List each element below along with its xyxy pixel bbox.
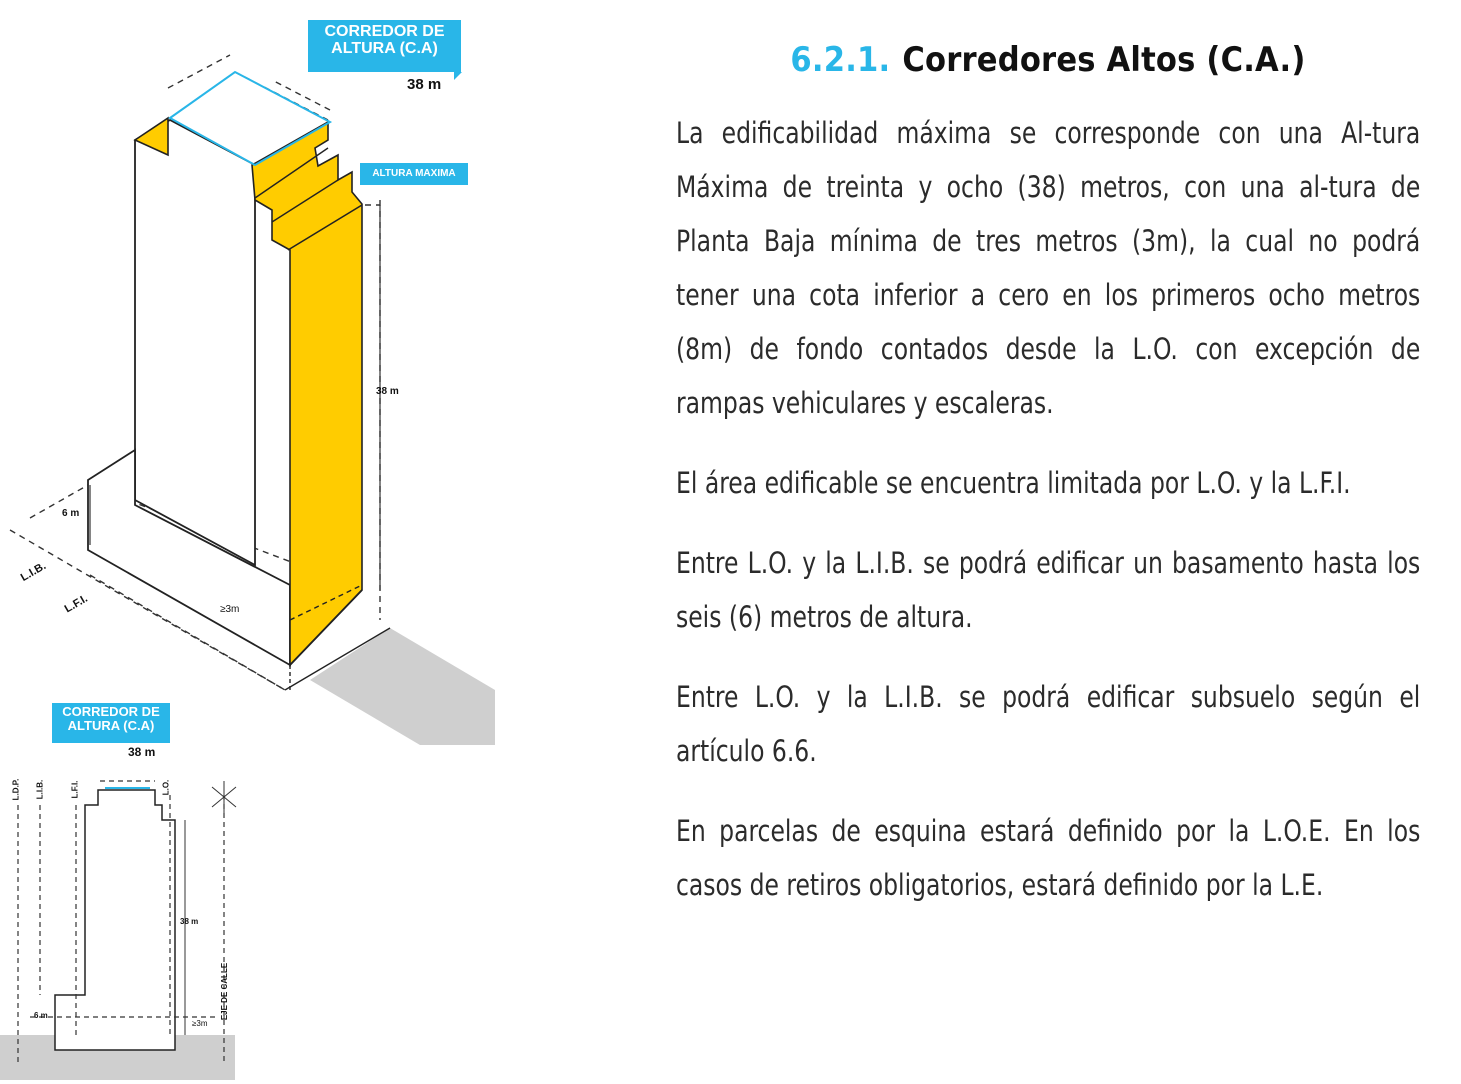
- street-axis-label: EJE DE CALLE: [220, 962, 230, 1021]
- lfi-label: L.F.I.: [62, 592, 90, 616]
- street-axis-icon: [212, 781, 236, 813]
- building-white-face: [135, 120, 255, 565]
- section-building-outline: [55, 790, 175, 1050]
- street-ground: [310, 628, 495, 745]
- section-tag-line1: CORREDOR DE: [62, 704, 160, 719]
- height-label: 38 m: [376, 386, 399, 397]
- paragraph-subsoil: Entre L.O. y la L.I.B. se podrá edificar subsuelo según el artículo 6.6.: [676, 680, 1421, 768]
- base-label: 6 m: [62, 508, 80, 519]
- section-lfi-label: L.F.I.: [70, 780, 80, 799]
- text-column: [676, 40, 1420, 938]
- section-height-label: 38 m: [180, 917, 199, 926]
- isometric-building-drawing: [0, 0, 500, 745]
- ldp-label: L.D.P.: [11, 778, 21, 801]
- section-number: 6.2.1.: [790, 40, 891, 80]
- height-tag-label: ALTURA MAXIMA: [372, 168, 456, 179]
- ground-label: ≥3m: [220, 604, 240, 615]
- corridor-tag-value: 38 m: [407, 76, 442, 93]
- isometric-diagram: [0, 0, 500, 745]
- section-heading: [676, 40, 1420, 80]
- section-ground-label: ≥3m: [192, 1019, 208, 1028]
- paragraph-height: La edificabilidad máxima se corresponde con una Al-tura Máxima de treinta y ocho (38) metros, con una al-tura de Planta Baja mínima de tres metros (3m), la cual no podrá tener una cota inferior a cero en los primeros ocho metros (8m) de fondo contados desde la L.O. con excepción de rampas vehiculares y escaleras.: [676, 116, 1421, 420]
- paragraph-corner: En parcelas de esquina estará definido por la L.O.E. En los casos de retiros obligatorios, estará definido por la L.E.: [676, 814, 1421, 902]
- paragraph-basement: Entre L.O. y la L.I.B. se podrá edificar un basamento hasta los seis (6) metros de altura.: [676, 546, 1421, 634]
- corridor-tag-line2: ALTURA (C.A): [331, 39, 438, 57]
- height-tag: [360, 163, 468, 185]
- section-tag-line2: ALTURA (C.A): [67, 717, 155, 733]
- section-lib-label: L.I.B.: [35, 779, 45, 800]
- lo-label: L.O.: [161, 779, 171, 796]
- section-diagram: [0, 695, 260, 1080]
- section-corridor-tag: [52, 703, 170, 743]
- corridor-tag: [308, 20, 461, 72]
- section-tag-value: 38 m: [128, 745, 156, 759]
- section-base-label: 6 m: [34, 1011, 48, 1020]
- section-title: Corredores Altos (C.A.): [902, 40, 1306, 80]
- paragraph-area: El área edificable se encuentra limitada por L.O. y la L.F.I.: [676, 466, 1351, 500]
- corridor-tag-line1: CORREDOR DE: [324, 23, 445, 40]
- lib-label: L.I.B.: [18, 560, 49, 584]
